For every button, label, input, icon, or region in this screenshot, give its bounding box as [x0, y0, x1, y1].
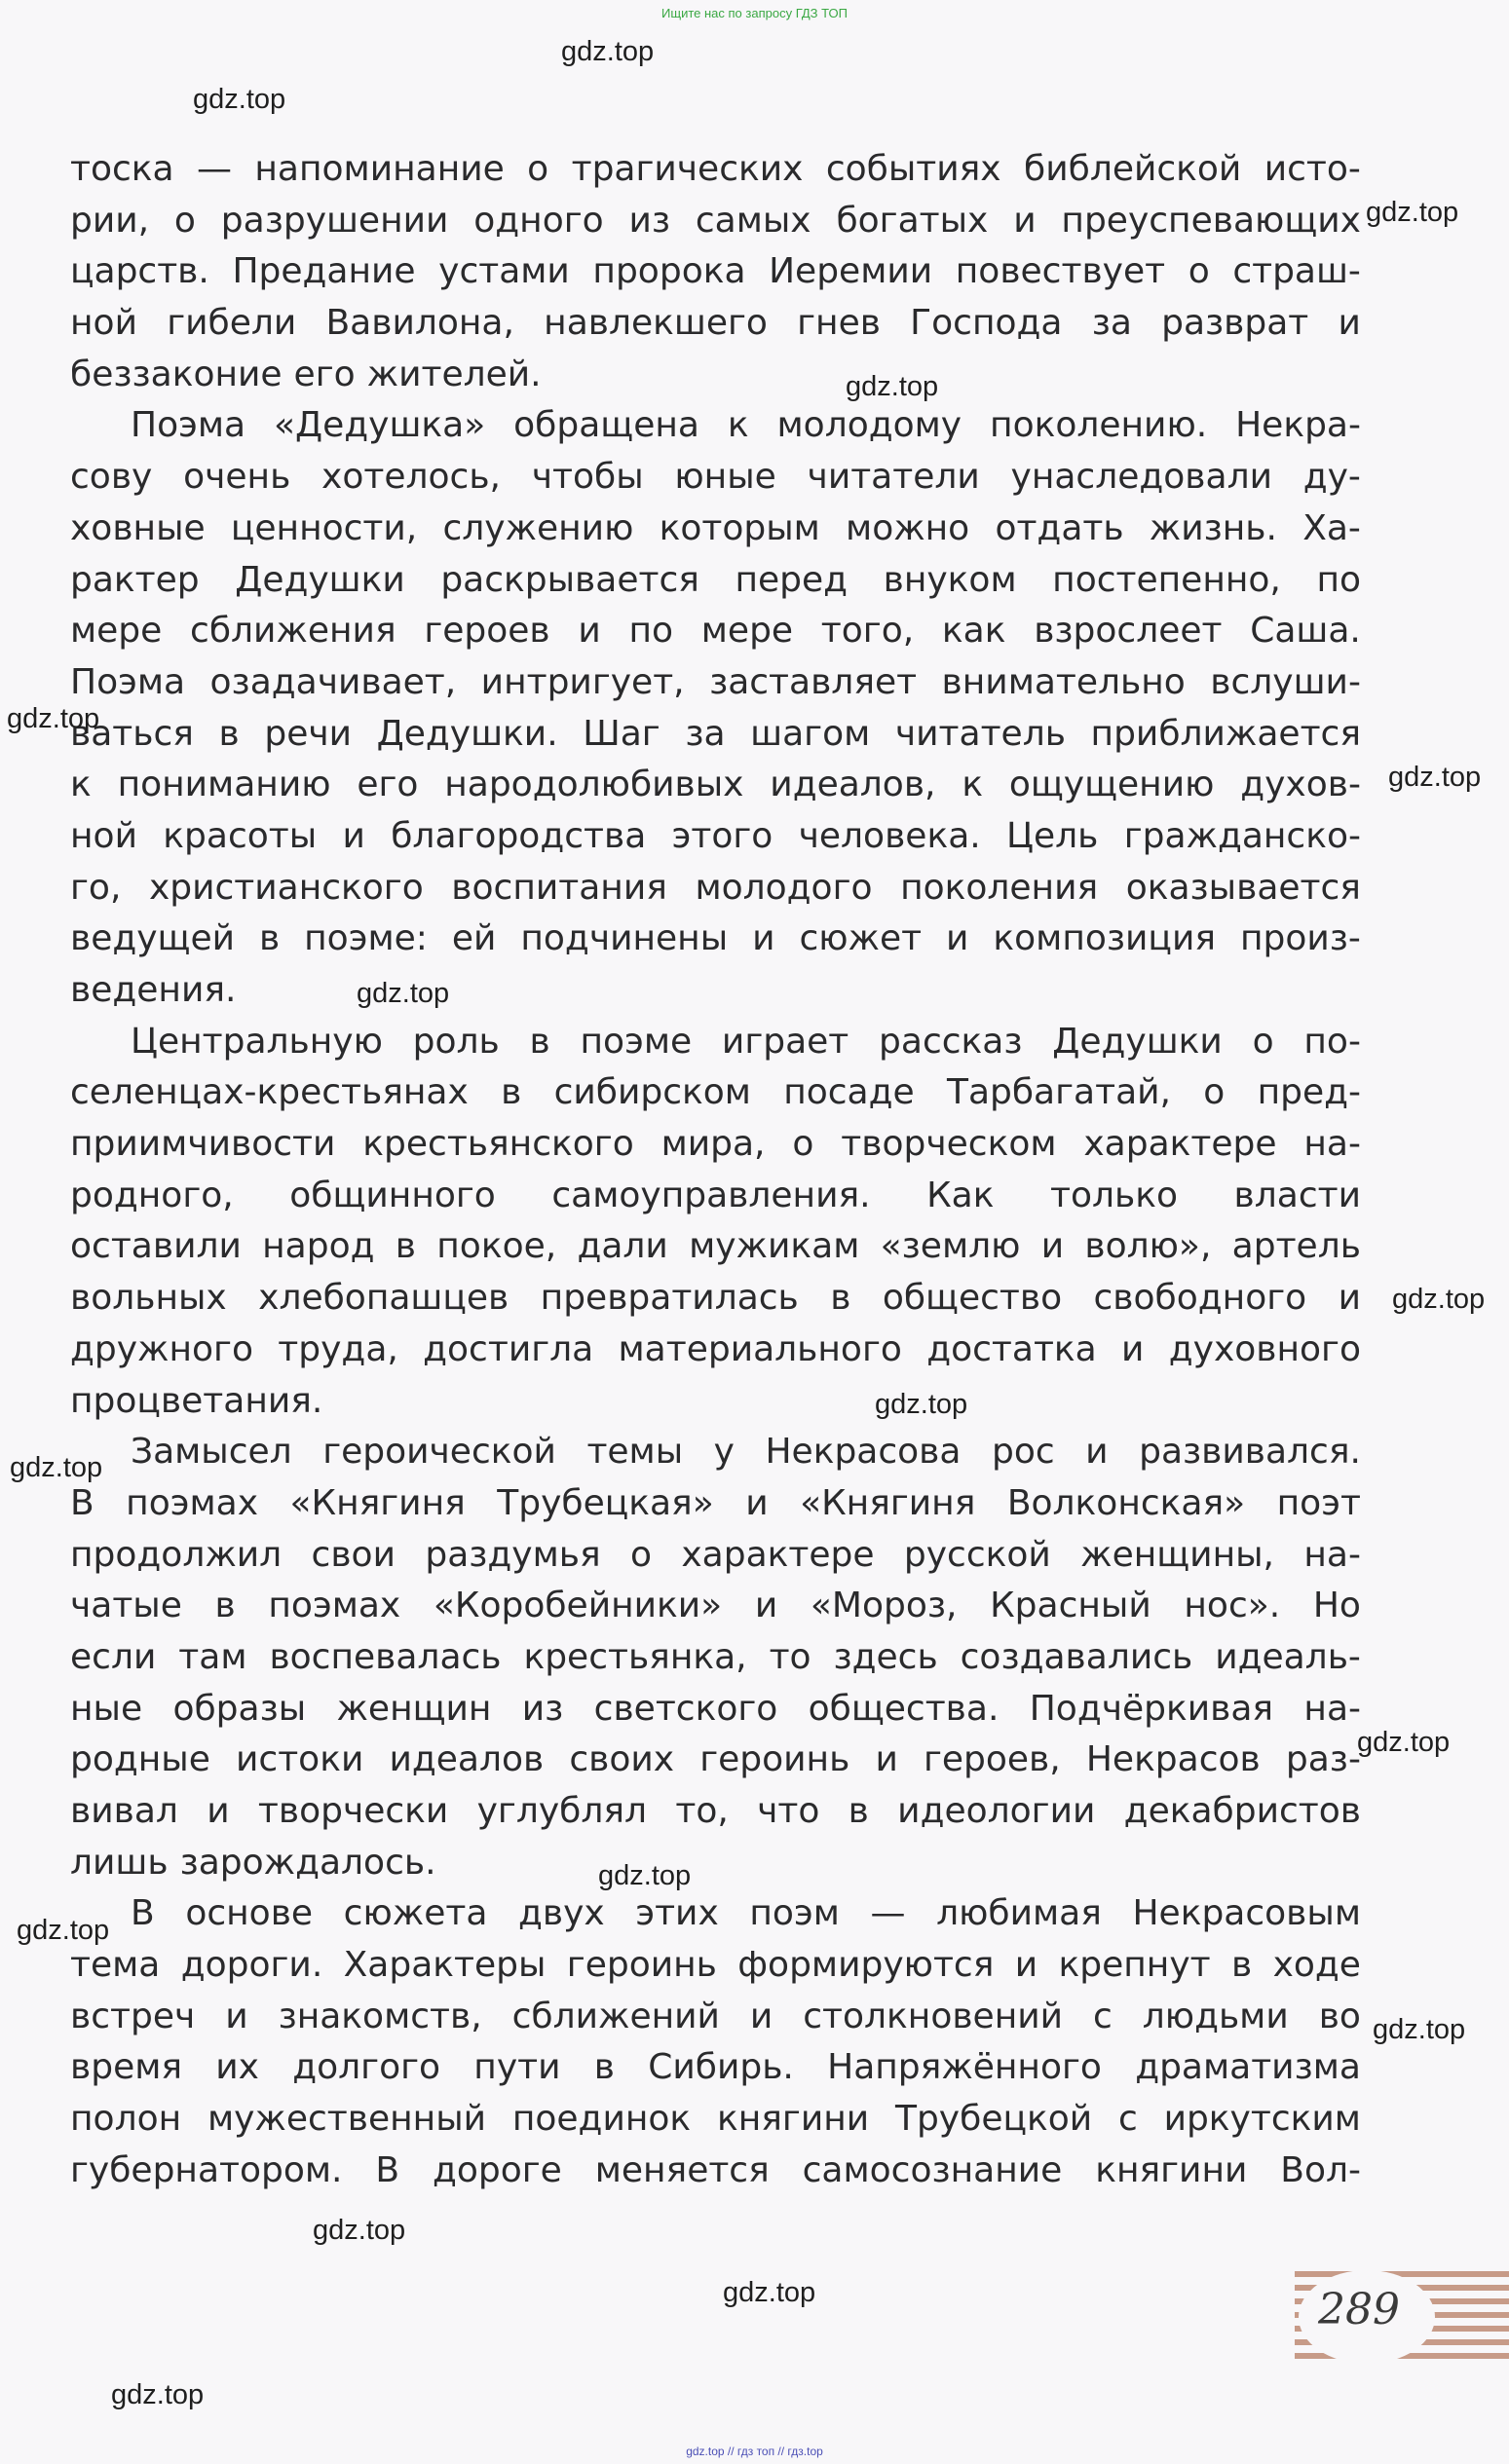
text-line: губернатором. В дороге меняется самосознание княгини Вол- [70, 2149, 1361, 2190]
watermark: gdz.top [7, 703, 100, 734]
watermark: gdz.top [193, 84, 286, 115]
page-number: 289 [1318, 2285, 1400, 2334]
text-line: Поэма «Дедушка» обращена к молодому поколению. Некра- [131, 405, 1361, 446]
text-line: к пониманию его народолюбивых идеалов, к ощущению духов- [70, 765, 1361, 805]
text-line: тоска — напоминание о трагических событиях библейской исто- [70, 149, 1361, 189]
text-line: тема дороги. Характеры героинь формируются и крепнут в ходе [70, 1945, 1361, 1986]
text-line: В поэмах «Княгиня Трубецкая» и «Княгиня Волконская» поэт [70, 1482, 1361, 1523]
text-line: селенцах-крестьянах в сибирском посаде Тарбагатай, о пред- [70, 1072, 1361, 1113]
text-line: приимчивости крестьянского мира, о творческом характере на- [70, 1124, 1361, 1165]
text-line: В основе сюжета двух этих поэм — любимая Некрасовым [131, 1893, 1361, 1934]
text-line: ной красоты и благородства этого человека. Цель гражданско- [70, 815, 1361, 856]
text-line: сову очень хотелось, чтобы юные читатели унаследовали ду- [70, 457, 1361, 498]
text-line: беззаконие его жителей. [70, 354, 542, 394]
watermark: gdz.top [846, 371, 939, 402]
watermark: gdz.top [1373, 2014, 1466, 2045]
text-line: ведения. [70, 970, 237, 1010]
text-line: если там воспевалась крестьянка, то здесь создавались идеаль- [70, 1636, 1361, 1677]
text-line: ные образы женщин из светского общества. Подчёркивая на- [70, 1688, 1361, 1729]
text-line: оставили народ в покое, дали мужикам «землю и волю», артель [70, 1226, 1361, 1267]
text-line: царств. Предание устами пророка Иеремии повествует о страш- [70, 251, 1361, 292]
watermark: gdz.top [1366, 197, 1459, 228]
text-line: родные истоки идеалов своих героинь и героев, Некрасов раз- [70, 1739, 1361, 1780]
watermark: gdz.top [313, 2215, 406, 2246]
text-line: чатые в поэмах «Коробейники» и «Мороз, Красный нос». Но [70, 1586, 1361, 1626]
watermark: gdz.top [723, 2277, 816, 2308]
text-line: ведущей в поэме: ей подчинены и сюжет и композиция произ- [70, 918, 1361, 959]
page-text [70, 144, 1361, 2197]
watermark: gdz.top [598, 1860, 692, 1891]
text-line: Поэма озадачивает, интригует, заставляет внимательно вслуши- [70, 661, 1361, 702]
text-line: дружного труда, достигла материального достатка и духовного [70, 1328, 1361, 1369]
text-line: ховные ценности, служению которым можно отдать жизнь. Ха- [70, 507, 1361, 548]
text-line: процветания. [70, 1380, 323, 1421]
watermark: gdz.top [561, 36, 655, 67]
text-line: продолжил свои раздумья о характере русской женщины, на- [70, 1534, 1361, 1575]
text-line: вольных хлебопашцев превратилась в общество свободного и [70, 1278, 1361, 1319]
text-line: родного, общинного самоуправления. Как только власти [70, 1175, 1361, 1215]
watermark: gdz.top [111, 2379, 205, 2410]
text-line: лишь зарождалось. [70, 1842, 436, 1883]
text-line: го, христианского воспитания молодого поколения оказывается [70, 867, 1361, 908]
watermark: gdz.top [1388, 762, 1482, 793]
text-line: полон мужественный поединок княгини Трубецкой с иркутским [70, 2099, 1361, 2140]
watermark: gdz.top [875, 1389, 968, 1420]
text-line: мере сближения героев и по мере того, как взрослеет Саша. [70, 611, 1361, 652]
text-line: ваться в речи Дедушки. Шаг за шагом читатель приближается [70, 713, 1361, 754]
text-line: ной гибели Вавилона, навлекшего гнев Господа за разврат и [70, 303, 1361, 344]
text-line: вивал и творчески углублял то, что в идеологии декабристов [70, 1791, 1361, 1831]
text-line: встреч и знакомств, сближений и столкновений с людьми во [70, 1996, 1361, 2036]
text-line: время их долгого пути в Сибирь. Напряжённого драматизма [70, 2047, 1361, 2088]
watermark: gdz.top [1357, 1727, 1451, 1758]
text-line: рактер Дедушки раскрывается перед внуком постепенно, по [70, 559, 1361, 600]
watermark: gdz.top [17, 1915, 110, 1946]
text-line: Замысел героической темы у Некрасова рос и развивался. [131, 1432, 1361, 1473]
watermark: gdz.top [10, 1452, 103, 1483]
watermark: gdz.top [1392, 1284, 1486, 1315]
text-line: Центральную роль в поэме играет рассказ Дедушки о по- [131, 1021, 1361, 1062]
top-banner: Ищите нас по запросу ГДЗ ТОП [661, 6, 848, 20]
text-line: рии, о разрушении одного из самых богатых и преуспевающих [70, 200, 1361, 241]
watermark: gdz.top [357, 978, 450, 1009]
footer-links: gdz.top // гдз топ // гдз.top [686, 2445, 823, 2458]
